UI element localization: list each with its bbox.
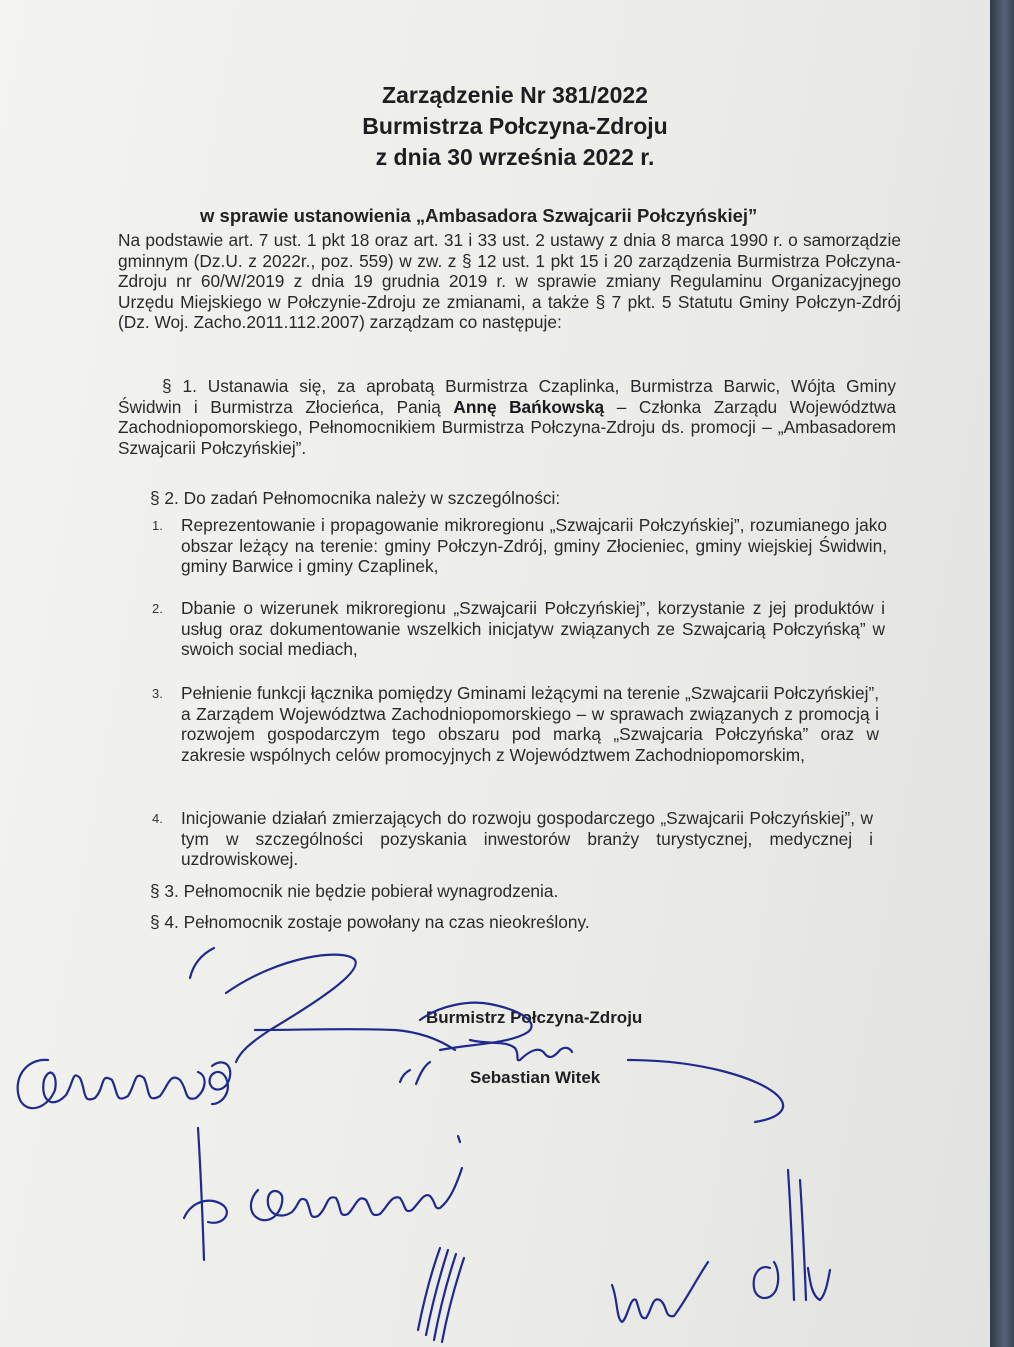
list-item-number: 1. xyxy=(152,518,163,533)
list-item-number: 3. xyxy=(152,686,163,701)
section-1-text-end: – Członka Zarządu Województwa Zachodniopomorskiego, Pełnomocnikiem Burmistrza Połczyna-Zdroju ds. promocji – „Ambasadorem Szwajcarii Połczyńskiej”. xyxy=(118,396,896,458)
signature-name: Sebastian Witek xyxy=(470,1068,601,1087)
signature-stroke xyxy=(470,1040,572,1060)
document-subject: w sprawie ustanowienia „Ambasadora Szwajcarii Połczyńskiej” xyxy=(200,205,758,226)
list-item: Dbanie o wizerunek mikroregionu „Szwajcarii Połczyńskiej”, korzystanie z jej produktów i usług oraz dokumentowanie wszelkich inicjatyw związanych ze Szwajcarią Połczyńską” w swoich social mediach, xyxy=(181,598,885,659)
signature-stroke xyxy=(18,1060,205,1108)
signature-stroke xyxy=(210,1062,231,1104)
signature-stroke xyxy=(198,1128,204,1260)
background-edge xyxy=(990,0,1014,1347)
section-4: § 4. Pełnomocnik zostaje powołany na czas nieokreślony. xyxy=(150,912,590,932)
section-2-intro: § 2. Do zadań Pełnomocnika należy w szczególności: xyxy=(150,488,561,508)
list-item-number: 4. xyxy=(152,811,163,826)
signature-role: Burmistrz Połczyna-Zdroju xyxy=(426,1008,643,1027)
document-date: z dnia 30 września 2022 r. xyxy=(375,144,655,170)
signature-stroke xyxy=(808,1268,830,1300)
document-title: Zarządzenie Nr 381/2022 xyxy=(382,82,648,108)
list-item: Pełnienie funkcji łącznika pomiędzy Gminami leżącymi na terenie „Szwajcarii Połczyńskiej”, a Zarządem Województwa Zachodniopomorskiego – w sprawach związanych z promocją i rozwojem gospodarczym tego obszaru pod marką „Szwajcaria Połczyńska” oraz w zakresie wspólnych celów promocyjnych z Województwem Zachodniopomorskim, xyxy=(181,683,879,765)
signature-stroke xyxy=(612,1262,708,1322)
list-item-number: 2. xyxy=(152,601,163,616)
list-item: Reprezentowanie i propagowanie mikroregionu „Szwajcarii Połczyńskiej”, rozumianego jako obszar leżący na terenie: gminy Połczyn-Zdrój, gminy Złocieniec, gminy wiejskiej Świdwin, gminy Barwice i gminy Czaplinek, xyxy=(181,515,887,576)
signature-stroke xyxy=(458,1136,460,1142)
signature-stroke xyxy=(255,1029,455,1050)
document-issuer: Burmistrza Połczyna-Zdroju xyxy=(362,113,668,139)
preamble: Na podstawie art. 7 ust. 1 pkt 18 oraz art. 31 i 33 ust. 2 ustawy z dnia 8 marca 1990 r. o samorządzie gminnym (Dz.U. z 2022r., poz. 559) w zw. z § 12 ust. 1 pkt 15 i 20 zarządzenia Burmistrza Połczyna-Zdroju nr 60/W/2019 z dnia 19 grudnia 2019 r. w sprawie zmiany Regulaminu Organizacyjnego Urzędu Miejskiego w Połczynie-Zdroju ze zmianami, a także § 7 pkt. 5 Statutu Gminy Połczyn-Zdrój (Dz. Woj. Zacho.2011.112.2007) zarządzam co następuje: xyxy=(118,230,901,332)
signature-stroke xyxy=(226,955,356,1062)
section-1-person-name: Annę Bańkowską xyxy=(453,396,605,417)
list-item: Inicjowanie działań zmierzających do rozwoju gospodarczego „Szwajcarii Połczyńskiej”, w tym w szczególności pozyskania inwestorów branży turystycznej, medycznej i uzdrowiskowej. xyxy=(181,808,873,869)
section-3: § 3. Pełnomocnik nie będzie pobierał wynagrodzenia. xyxy=(150,881,559,901)
signature-stroke xyxy=(628,1060,783,1122)
signature-stroke xyxy=(400,1062,430,1084)
signature-stroke xyxy=(184,1201,227,1223)
signature-stroke xyxy=(788,1170,806,1300)
signature-stroke xyxy=(418,1248,464,1342)
signature-stroke xyxy=(754,1262,778,1298)
section-1-text-start: § 1. Ustanawia się, za aprobatą Burmistrza Czaplinka, Burmistrza Barwic, Wójta Gminy Świdwin i Burmistrza Złocieńca, Panią xyxy=(118,376,896,417)
section-1 xyxy=(118,376,896,458)
signature-stroke xyxy=(251,1168,462,1220)
signature-stroke xyxy=(190,948,214,978)
